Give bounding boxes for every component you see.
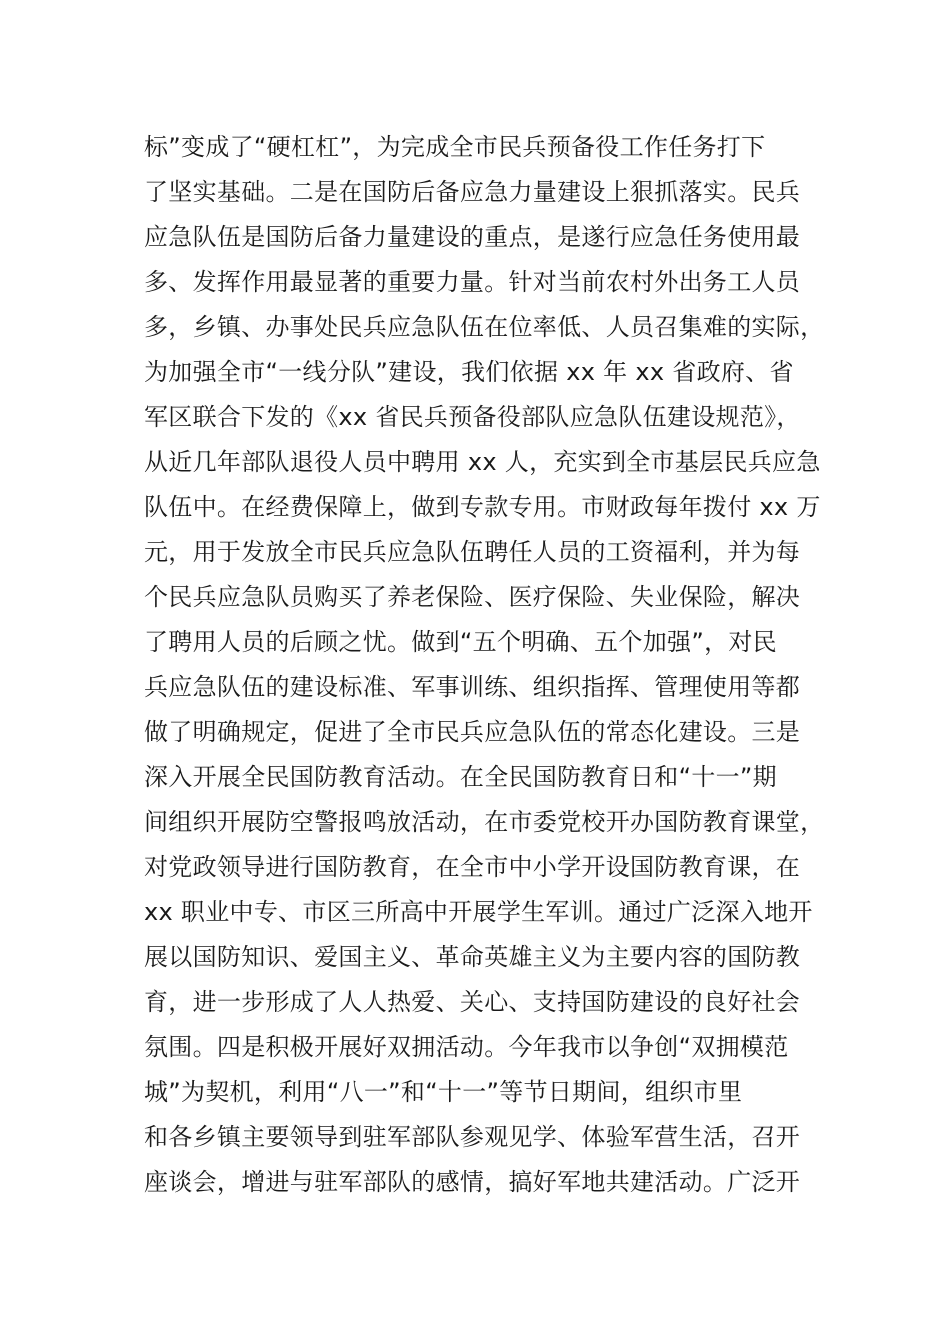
text-line: 了聘用人员的后顾之忧。做到“五个明确、五个加强”，对民 [144,628,777,656]
body-text [144,125,844,1205]
text-line: 和各乡镇主要领导到驻军部队参观见学、体验军营生活，召开 [144,1123,801,1151]
text-line: 多、发挥作用最显著的重要力量。针对当前农村外出务工人员 [144,268,801,296]
text-line: 多，乡镇、办事处民兵应急队伍在位率低、人员召集难的实际， [144,313,825,341]
text-line: 展以国防知识、爱国主义、革命英雄主义为主要内容的国防教 [144,943,801,971]
text-line: 氛围。四是积极开展好双拥活动。今年我市以争创“双拥模范 [144,1033,789,1061]
text-line: 城”为契机，利用“八一”和“十一”等节日期间，组织市里 [144,1078,743,1106]
text-line: 标”变成了“硬杠杠”，为完成全市民兵预备役工作任务打下 [144,133,766,161]
text-line: 间组织开展防空警报鸣放活动，在市委党校开办国防教育课堂， [144,808,825,836]
text-line: 了坚实基础。二是在国防后备应急力量建设上狠抓落实。民兵 [144,178,801,206]
text-line: xx 职业中专、市区三所高中开展学生军训。通过广泛深入地开 [144,898,813,926]
text-line: 座谈会，增进与驻军部队的感情，搞好军地共建活动。广泛开 [144,1168,801,1196]
text-line: 做了明确规定，促进了全市民兵应急队伍的常态化建设。三是 [144,718,801,746]
text-line: 深入开展全民国防教育活动。在全民国防教育日和“十一”期 [144,763,777,791]
text-line: 兵应急队伍的建设标准、军事训练、组织指挥、管理使用等都 [144,673,801,701]
text-line: 为加强全市“一线分队”建设，我们依据 xx 年 xx 省政府、省 [144,358,794,386]
text-line: 从近几年部队退役人员中聘用 xx 人，充实到全市基层民兵应急 [144,448,821,476]
text-line: 个民兵应急队员购买了养老保险、医疗保险、失业保险，解决 [144,583,801,611]
text-line: 对党政领导进行国防教育，在全市中小学开设国防教育课，在 [144,853,801,881]
text-line: 军区联合下发的《xx 省民兵预备役部队应急队伍建设规范》， [144,403,801,431]
text-line: 队伍中。在经费保障上，做到专款专用。市财政每年拨付 xx 万 [144,493,821,521]
text-line: 育，进一步形成了人人热爱、关心、支持国防建设的良好社会 [144,988,801,1016]
text-line: 元，用于发放全市民兵应急队伍聘任人员的工资福利，并为每 [144,538,801,566]
text-line: 应急队伍是国防后备力量建设的重点，是遂行应急任务使用最 [144,223,801,251]
